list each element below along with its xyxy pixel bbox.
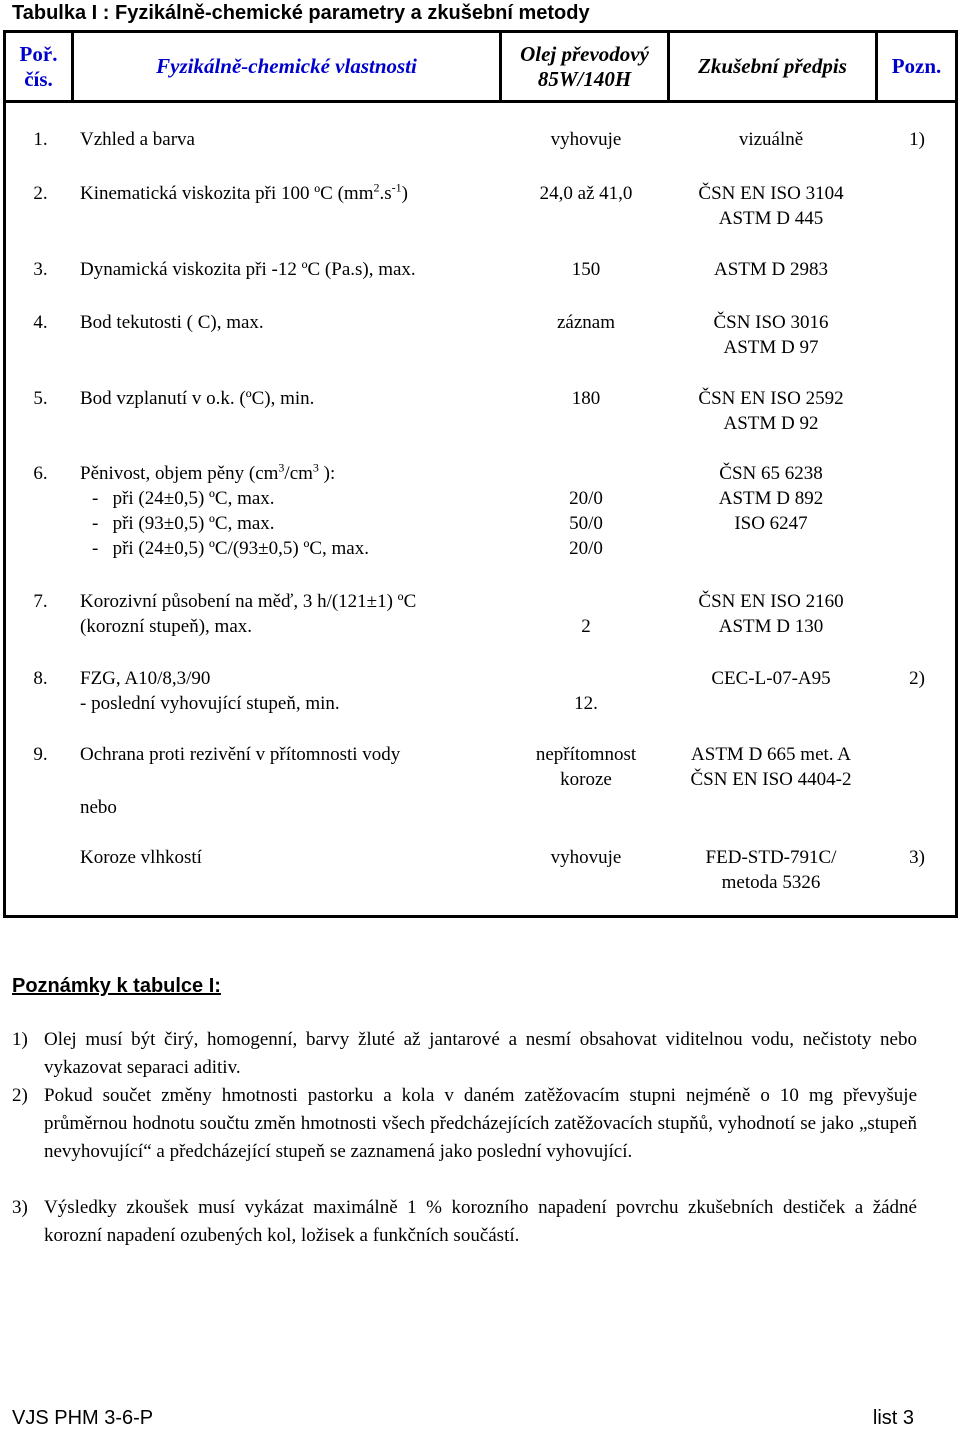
row-9-property-1: Ochrana proti rezivění v přítomnosti vody bbox=[80, 744, 401, 765]
row-1-property: Vzhled a barva bbox=[80, 129, 195, 150]
note-item bbox=[12, 1026, 917, 1082]
footer-page: list 3 bbox=[872, 1407, 914, 1429]
header-num: Poř. čís. bbox=[19, 41, 58, 91]
row-10-value: vyhovuje bbox=[550, 847, 622, 868]
note-text: Olej musí být čirý, homogenní, barvy žluté až jantarové a nesmí obsahovat viditelnou vodu, nečistoty nebo vykazovat separaci aditiv. bbox=[44, 1029, 917, 1078]
note-number: 3) bbox=[12, 1197, 28, 1218]
footer-doc-id: VJS PHM 3-6-P bbox=[12, 1407, 154, 1429]
header-value: Olej převodový 85W/140H bbox=[520, 41, 649, 91]
note-text: Výsledky zkoušek musí vykázat maximálně 1 % korozního napadení povrchu zkušebních destiček a žádné korozní napadení ozubených kol, ložisek a funkčních součástí. bbox=[44, 1197, 917, 1246]
divider bbox=[875, 33, 878, 100]
row-3-test: ASTM D 2983 bbox=[713, 259, 828, 280]
row-6-sub-2: - při (93±0,5) ºC, max. bbox=[92, 513, 275, 534]
row-10-note: 3) bbox=[909, 847, 925, 868]
parameters-table bbox=[3, 30, 958, 918]
table-header bbox=[6, 33, 955, 103]
row-2-test-1: ČSN EN ISO 3104 bbox=[698, 183, 844, 204]
row-7-num: 7. bbox=[33, 591, 48, 612]
row-1-note: 1) bbox=[909, 129, 925, 150]
row-2-test-2: ASTM D 445 bbox=[718, 208, 824, 229]
row-9-num: 9. bbox=[33, 744, 48, 765]
row-6-num: 6. bbox=[33, 463, 48, 484]
row-7-property-1: Korozivní působení na měď, 3 h/(121±1) ºC bbox=[80, 591, 417, 612]
row-5-value: 180 bbox=[571, 388, 601, 409]
row-1-value: vyhovuje bbox=[550, 129, 622, 150]
divider bbox=[71, 33, 74, 100]
row-6-property: Pěnivost, objem pěny ($cm^3/cm^3$ ): bbox=[80, 460, 336, 484]
row-8-value: 12. bbox=[574, 693, 598, 714]
row-6-test-3: ISO 6247 bbox=[734, 513, 808, 534]
row-5-num: 5. bbox=[33, 388, 48, 409]
row-6-value-3: 20/0 bbox=[569, 538, 603, 559]
row-7-test-1: ČSN EN ISO 2160 bbox=[698, 591, 844, 612]
note-item bbox=[12, 1082, 917, 1166]
row-6-value-2: 50/0 bbox=[569, 513, 603, 534]
row-3-property: Dynamická viskozita při -12 ºC (Pa.s), max. bbox=[80, 259, 416, 280]
row-5-test-1: ČSN EN ISO 2592 bbox=[698, 388, 844, 409]
row-4-test-1: ČSN ISO 3016 bbox=[713, 312, 829, 333]
row-1-num: 1. bbox=[33, 129, 48, 150]
row-9-value-1: nepřítomnost bbox=[535, 744, 637, 765]
note-text: Pokud součet změny hmotnosti pastorku a kola v daném zatěžovacím stupni nejméně o 10 mg převyšuje průměrnou hodnotu součtu změn hmotnosti všech předcházejících zatěžovacích stupňů, vyhodnotí se jako „stupeň nevyhovující“ a předcházející stupeň se zaznamená jako poslední vyhovující. bbox=[44, 1085, 917, 1162]
row-9-test-1: ASTM D 665 met. A bbox=[691, 744, 851, 765]
row-6-test-1: ČSN 65 6238 bbox=[719, 463, 823, 484]
row-8-note: 2) bbox=[909, 668, 925, 689]
row-4-property: Bod tekutosti ( C), max. bbox=[80, 312, 264, 333]
row-2-value: 24,0 až 41,0 bbox=[539, 183, 633, 204]
row-7-property-2: (korozní stupeň), max. bbox=[80, 616, 253, 637]
row-8-num: 8. bbox=[33, 668, 48, 689]
row-3-num: 3. bbox=[33, 259, 48, 280]
row-9-property-2: nebo bbox=[80, 797, 117, 818]
row-6-sub-1: - při (24±0,5) ºC, max. bbox=[92, 488, 275, 509]
row-3-value: 150 bbox=[571, 259, 601, 280]
row-8-property-1: FZG, A10/8,3/90 bbox=[80, 668, 211, 689]
row-4-test-2: ASTM D 97 bbox=[723, 337, 819, 358]
row-5-test-2: ASTM D 92 bbox=[723, 413, 819, 434]
page-title: Tabulka I : Fyzikálně-chemické parametry a zkušební metody bbox=[12, 2, 590, 24]
row-7-value: 2 bbox=[581, 616, 591, 637]
row-7-test-2: ASTM D 130 bbox=[718, 616, 824, 637]
row-4-value: záznam bbox=[556, 312, 615, 333]
row-1-test: vizuálně bbox=[738, 129, 804, 150]
row-10-test-2: metoda 5326 bbox=[721, 872, 821, 893]
row-8-property-2: - poslední vyhovující stupeň, min. bbox=[80, 693, 340, 714]
row-9-value-2: koroze bbox=[560, 769, 612, 790]
row-10-test-1: FED-STD-791C/ bbox=[705, 847, 837, 868]
note-number: 1) bbox=[12, 1029, 28, 1050]
row-10-property: Koroze vlhkostí bbox=[80, 847, 202, 868]
row-8-test: CEC-L-07-A95 bbox=[711, 668, 831, 689]
row-5-property: Bod vzplanutí v o.k. (ºC), min. bbox=[80, 388, 315, 409]
header-note: Pozn. bbox=[891, 54, 942, 78]
row-6-test-2: ASTM D 892 bbox=[718, 488, 824, 509]
row-2-num: 2. bbox=[33, 183, 48, 204]
notes-heading: Poznámky k tabulce I: bbox=[12, 975, 221, 997]
header-test-method: Zkušební předpis bbox=[698, 54, 847, 78]
note-number: 2) bbox=[12, 1085, 28, 1106]
row-6-sub-3: - při (24±0,5) ºC/(93±0,5) ºC, max. bbox=[92, 538, 369, 559]
row-6-value-1: 20/0 bbox=[569, 488, 603, 509]
header-properties: Fyzikálně-chemické vlastnosti bbox=[156, 54, 417, 78]
row-2-property: Kinematická viskozita při 100 ºC $(mm^2.s^{-1})$ bbox=[80, 180, 408, 204]
divider bbox=[667, 33, 670, 100]
row-9-test-2: ČSN EN ISO 4404-2 bbox=[690, 769, 852, 790]
note-item bbox=[12, 1194, 917, 1250]
row-4-num: 4. bbox=[33, 312, 48, 333]
divider bbox=[499, 33, 502, 100]
